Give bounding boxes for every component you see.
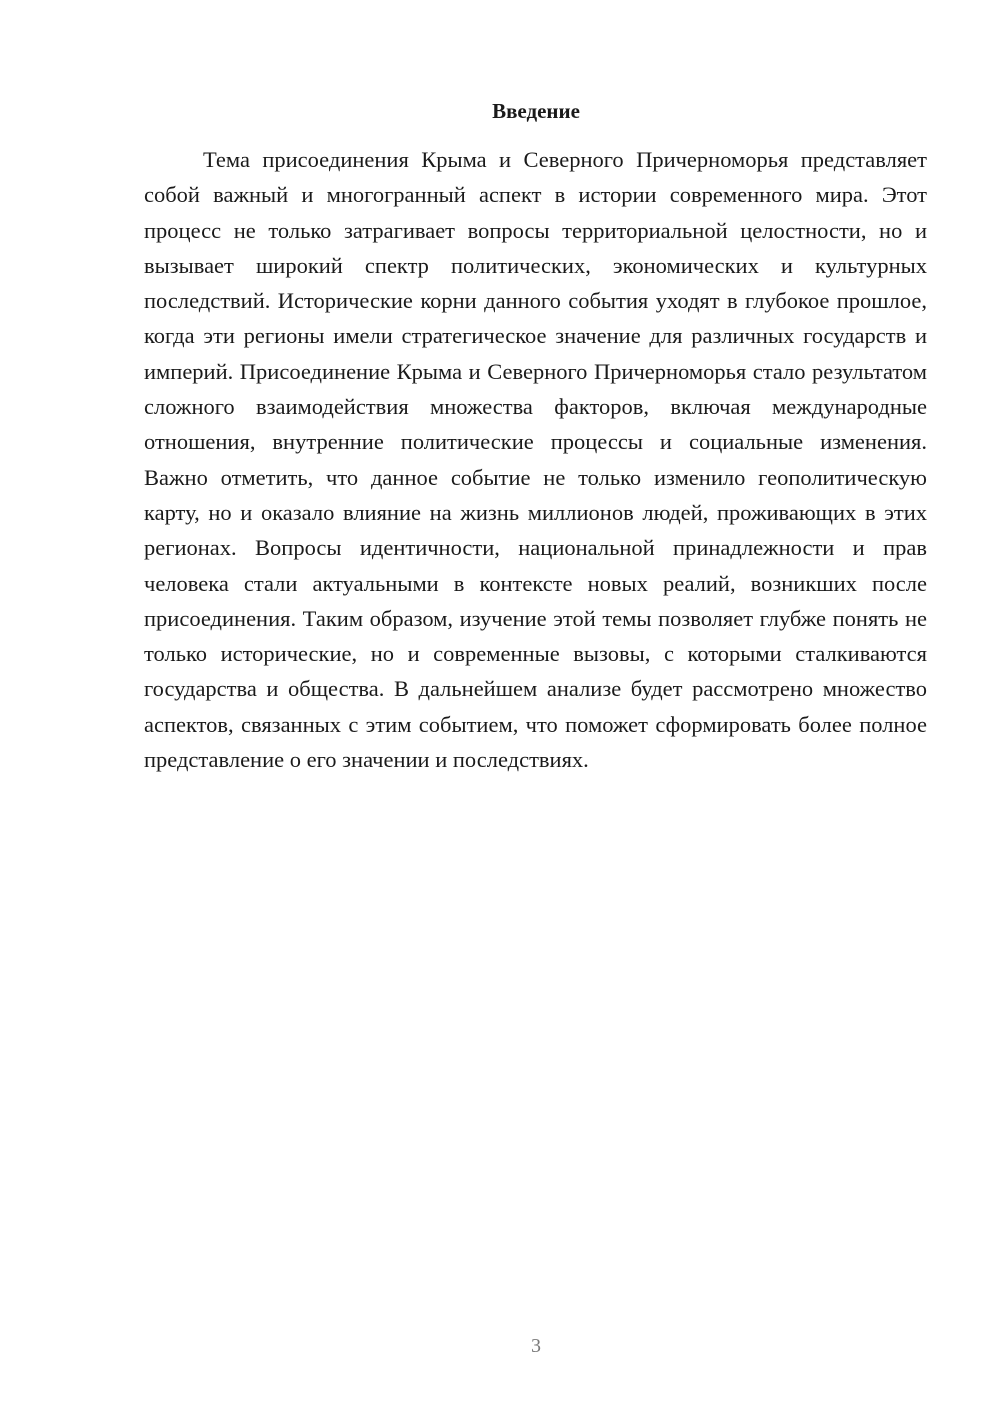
intro-paragraph: Тема присоединения Крыма и Северного Причерноморья представляет собой важный и многогранный аспект в истории современного мира. Этот процесс не только затрагивает вопросы территориальной целостности, но и вызывает широкий спектр политических, экономических и культурных последствий. Исторические корни данного события уходят в глубокое прошлое, когда эти регионы имели стратегическое значение для различных государств и империй. Присоединение Крыма и Северного Причерноморья стало результатом сложного взаимодействия множества факторов, включая международные отношения, внутренние политические процессы и социальные изменения. Важно отметить, что данное событие не только изменило геополитическую карту, но и оказало влияние на жизнь миллионов людей, проживающих в этих регионах. Вопросы идентичности, национальной принадлежности и прав человека стали актуальными в контексте новых реалий, возникших после присоединения. Таким образом, изучение этой темы позволяет глубже понять не только исторические, но и современные вызовы, с которыми сталкиваются государства и общества. В дальнейшем анализе будет рассмотрено множество аспектов, связанных с этим событием, что поможет сформировать более полное представление о его значении и последствиях. xyxy=(144,147,927,773)
page-number: 3 xyxy=(531,1335,541,1357)
section-heading: Введение xyxy=(492,99,580,123)
